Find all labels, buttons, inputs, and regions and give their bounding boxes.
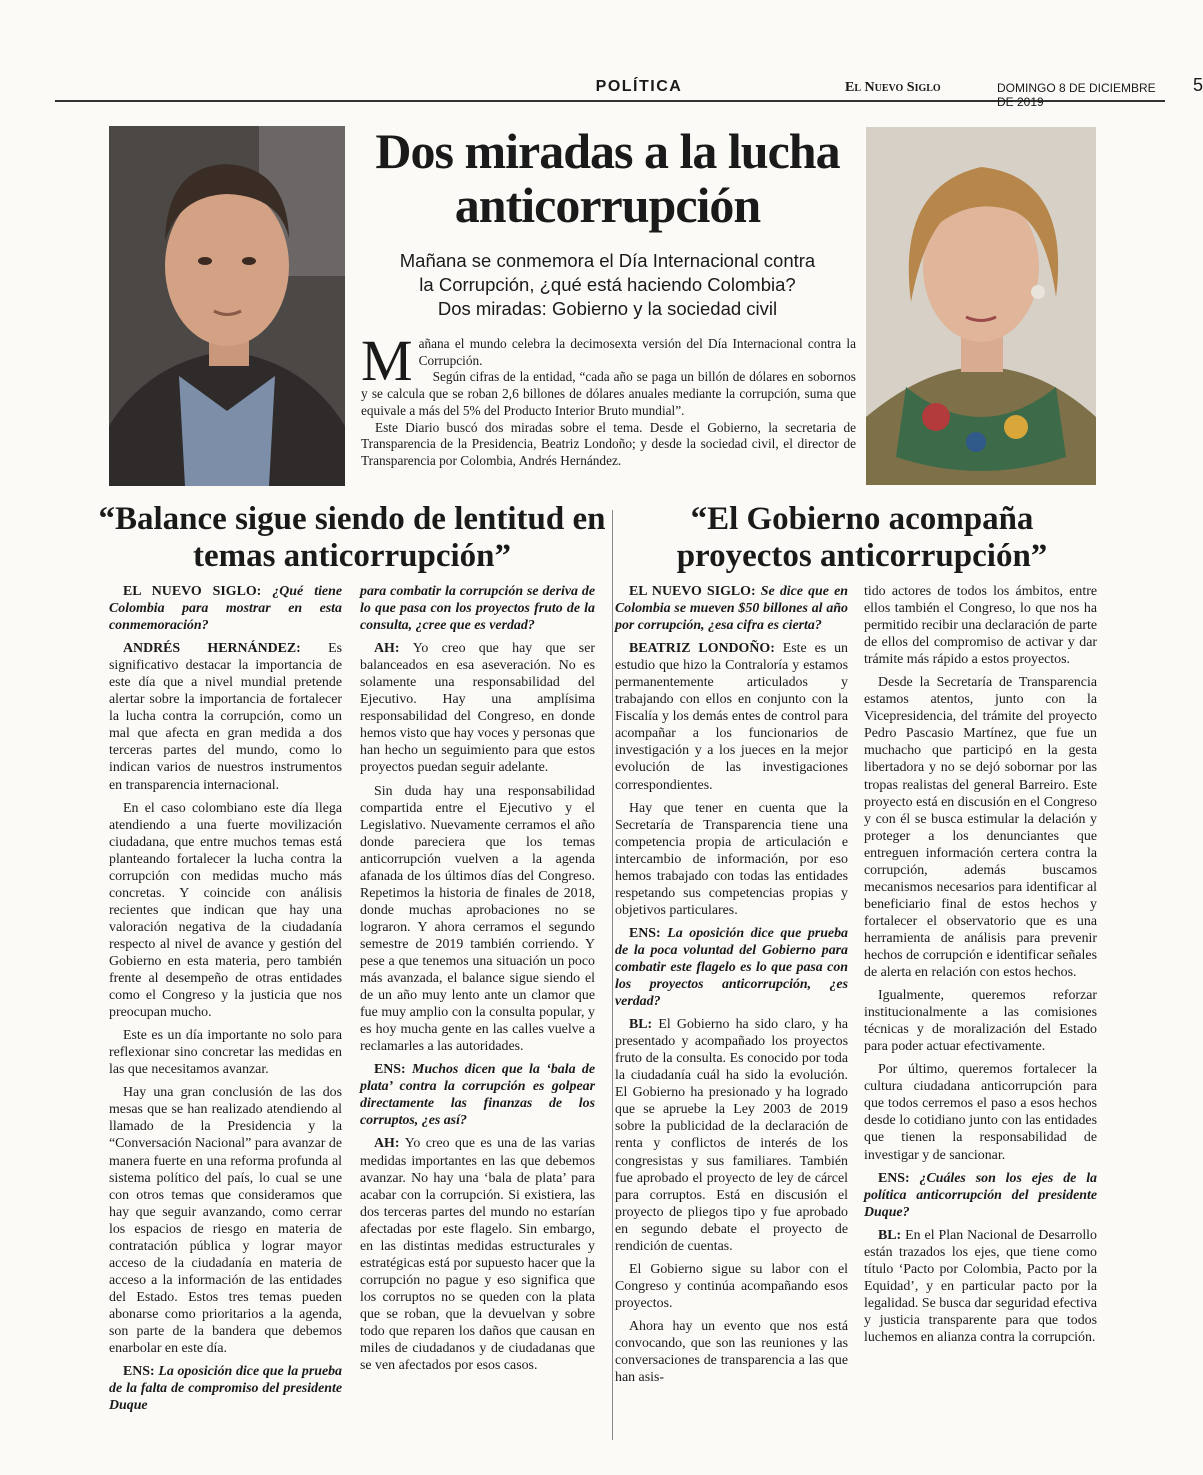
body-paragraph — [109, 1084, 342, 1357]
speaker-label: AH: — [374, 641, 413, 657]
deck-line: la Corrupción, ¿qué está haciendo Colombia? — [419, 274, 796, 295]
speaker-label: EL NUEVO SIGLO: — [123, 584, 273, 599]
interview-question — [864, 1170, 1097, 1221]
paragraph-text: Por último, queremos fortalecer la cultura ciudadana anticorrupción para que todos cerremos el paso a esos hechos desde lo cotidiano junto con las entidades que tienen la responsabilidad de investigar y de sancionar. — [864, 1062, 1097, 1163]
interview-question — [615, 925, 848, 1010]
intro-paragraph: Según cifras de la entidad, “cada año se paga un billón de dólares en sobornos y se calcula que se roban 2,6 billones de dólares anuales mediante la corrupción, suma que equivale a más del 5% del Producto Interior Bruto mundial”. — [361, 369, 856, 418]
deck-line: Dos miradas: Gobierno y la sociedad civil — [437, 298, 778, 319]
body-paragraph — [864, 674, 1097, 981]
article-column-3 — [615, 583, 848, 1392]
paragraph-text: Este es un estudio que hizo la Contraloría y estamos permanentemente articulados y trabajando con ellos en conjunto con la Fiscalía y los demás entes de control para acompañar a los funcionarios de investigación y a los jueces en la mejor evolución de las investigaciones correspondientes. — [615, 641, 849, 793]
question-text: ¿Qué tiene Colombia para mostrar en esta conmemoración? — [109, 584, 342, 634]
body-paragraph — [615, 1318, 848, 1386]
body-paragraph — [360, 783, 595, 1056]
page-number: 5 — [1193, 75, 1203, 95]
section-label: POLÍTICA — [595, 78, 683, 95]
speaker-label: BL: — [878, 1227, 906, 1243]
publication-date: DOMINGO 8 DE DICIEMBRE DE 2019 — [997, 81, 1156, 109]
question-text: Muchos dicen que la ‘bala de plata’ contra la corrupción es golpear directamente las finanzas de los corruptos, ¿es así? — [360, 1062, 595, 1129]
paragraph-text: Es significativo destacar la importancia de este día que a nivel mundial pretende alertar sobre la importancia de fortalecer la lucha contra la corrupción, como un mal que afecta en gran medida a dos terceras partes del mundo, como lo indican varios de nuestros instrumentos en transparencia internacional. — [109, 641, 342, 793]
paragraph-text: Este es un día importante no solo para reflexionar sino concretar las medidas en las que necesitamos avanzar. — [109, 1028, 342, 1078]
interview-question — [109, 583, 342, 634]
body-paragraph — [615, 800, 848, 919]
paragraph-text: Desde la Secretaría de Transparencia estamos atentos, junto con la Vicepresidencia, del trámite del proyecto Pedro Pascasio Martínez, que fue un muchacho que participó en la gesta libertadora y no se dejó sobornar por las tropas realistas del general Barreiro. Este proyecto está en discusión en el Congreso y con él se busca estimular la delación y proteger a los denunciantes que entreguen información certera contra la corrupción, además buscamos mecanismos necesarios para identificar al beneficiario final de estos hechos y fortalecer el observatorio que es una herramienta de análisis para prevenir hechos de corrupción e identificar señales de alerta en relación con estos hechos. — [864, 675, 1097, 981]
interview-answer — [864, 1227, 1097, 1346]
paragraph-text: Yo creo que hay que ser balanceados en esa aseveración. No es solamente una responsabilidad del Ejecutivo. Hay una amplísima responsabilidad del Congreso, en donde hemos visto que hay voces y personas que han hecho un seguimiento para que estos proyectos puedan seguir adelante. — [360, 641, 596, 776]
speaker-label: BEATRIZ LONDOÑO: — [629, 641, 783, 657]
paragraph-text: tido actores de todos los ámbitos, entre ellos también el Congreso, lo que nos ha permitido recibir una declaración de parte de ellos del compromiso de activar y dar trámite más rápido a estos proyectos. — [864, 584, 1097, 668]
question-text: La oposición dice que la prueba de la falta de compromiso del presidente Duque — [109, 1364, 343, 1414]
speaker-label: EL NUEVO SIGLO: — [629, 584, 761, 599]
body-paragraph — [864, 583, 1097, 668]
drop-cap: M — [361, 328, 413, 393]
paragraph-text: Yo creo que es una de las varias medidas importantes en las que debemos avanzar. No hay una ‘bala de plata’ para acabar con la corrupción. Si existiera, las dos terceras partes del mundo no estarían afectadas por este flagelo. Sin embargo, en las distintas medidas estructurales y estratégicas está por supuesto hacer que la corrupción no pague y eso significa que los corruptos no se queden con la plata que se roban, que la devuelvan y sobre todo que reparen los daños que causan en miles de ciudadanos y de ciudadanas que se ven afectados por esos casos. — [360, 1136, 595, 1374]
paragraph-text: En el Plan Nacional de Desarrollo están trazados los ejes, que tiene como título ‘Pacto por Colombia, Pacto por la Equidad’, y en particular pacto por la legalidad. Se busca dar seguridad efectiva y justicia transparente para que todos luchemos en alianza contra la corrupción. — [864, 1227, 1097, 1345]
paragraph-text: Hay una gran conclusión de las dos mesas que se han realizado atendiendo al llamado de la Presidencia y la “Conversación Nacional” para avanzar de manera fuerte en una reforma profunda al sistema político del país, lo cual se une con otros temas que consideramos que hay que seguir avanzando, como cerrar los espacios de riesgo en materia de contratación pública y lograr mayor acceso de la ciudadanía en materia de acceso a la información de las entidades del Estado. Estos tres temas pueden abonarse como prioritarios a la agenda, son parte de la bandera que debemos enarbolar en este día. — [109, 1085, 342, 1357]
right-article-title: “El Gobierno acompaña proyectos anticorrupción” — [676, 501, 1048, 574]
interview-answer — [360, 1135, 595, 1374]
question-text: La oposición dice que prueba de la poca voluntad del Gobierno para combatir este flagelo es lo que pasa con los proyectos anticorrupción, ¿es verdad? — [615, 925, 848, 1010]
page-header — [55, 75, 1203, 109]
speaker-label: ENS: — [878, 1170, 920, 1186]
interview-question — [360, 1061, 595, 1129]
intro-text — [361, 328, 856, 470]
paragraph-text: Hay que tener en cuenta que la Secretaría de Transparencia tiene una competencia propia de articulación e intercambio de información, por eso hemos trabajado con todas las entidades respetando sus competencias propias y objetivos particulares. — [615, 800, 848, 918]
body-paragraph — [109, 1027, 342, 1078]
question-text: ¿Cuáles son los ejes de la política anticorrupción del presidente Duque? — [864, 1170, 1097, 1220]
photo-beatriz-londono — [866, 127, 1096, 485]
photo-andres-hernandez — [109, 126, 345, 486]
interview-answer — [109, 640, 342, 793]
intro-paragraph: Este Diario buscó dos miradas sobre el tema. Desde el Gobierno, la secretaria de Transparencia de la Presidencia, Beatriz Londoño; y desde la sociedad civil, el director de Transparencia por Colombia, Andrés Hernández. — [361, 419, 856, 468]
deck-line: Mañana se conmemora el Día Internacional contra — [399, 250, 816, 271]
interview-question — [109, 1363, 342, 1414]
body-paragraph — [864, 987, 1097, 1055]
left-article-title: “Balance sigue siendo de lentitud en temas anticorrupción” — [98, 501, 606, 574]
paragraph-text: En el caso colombiano este día llega atendiendo a una fuerte movilización ciudadana, que entre muchos temas está planteando fortalecer la lucha contra la corrupción con medidas mucho más concretas. Y coincide con análisis recientes que indican que hay una valoración negativa de la ciudadanía respecto al nivel de avance y gestión del Gobierno en esta materia, pero también frente al desempeño de otras entidades como el Congreso y la justicia que nos preocupan mucho. — [109, 800, 342, 1021]
speaker-label: ENS: — [374, 1062, 412, 1078]
speaker-label: ENS: — [123, 1364, 159, 1380]
body-paragraph — [864, 1061, 1097, 1163]
paragraph-text: Sin duda hay una responsabilidad compartida entre el Ejecutivo y el Legislativo. Nuevamente cerramos el año donde pareciera que los temas anticorrupción vuelven a la agenda afanada de los últimos días del Congreso. Repetimos la historia de finales de 2018, donde muchas aprobaciones no se lograron. Y ahora cerramos el segundo semestre de 2019 también corriendo. Y pese a que tenemos una situación un poco más avanzada, el balance sigue siendo el de un año muy lento ante un clamor que fue muy amplio con la consulta popular, y es hoy mucha gente en las calles vuelve a reclamarles a las autoridades. — [360, 783, 595, 1055]
paragraph-text: Igualmente, queremos reforzar institucionalmente a las comisiones técnicas y de moralización del Estado para poder actuar efectivamente. — [864, 988, 1097, 1055]
interview-answer — [360, 640, 595, 776]
article-column-1 — [109, 583, 342, 1420]
body-paragraph — [615, 1261, 848, 1312]
question-text: para combatir la corrupción se deriva de lo que pasa con los proyectos fruto de la consulta, ¿cree que es verdad? — [360, 584, 595, 634]
column-divider — [612, 510, 613, 1440]
paragraph-text: Ahora hay un evento que nos está convocando, que son las reuniones y las conversaciones de transparencia a las que han asis- — [615, 1318, 848, 1386]
speaker-label: ENS: — [629, 925, 668, 941]
newspaper-name: El Nuevo Siglo — [845, 80, 941, 95]
headline-deck — [360, 249, 855, 321]
question-text: Se dice que en Colombia se mueven $50 billones al año por corrupción, ¿esa cifra es cierta? — [615, 584, 848, 634]
speaker-label: ANDRÉS HERNÁNDEZ: — [123, 641, 329, 657]
interview-answer — [615, 1016, 848, 1255]
paragraph-text: El Gobierno sigue su labor con el Congreso y continúa acompañando esos proyectos. — [615, 1261, 848, 1311]
body-paragraph — [109, 800, 342, 1022]
main-headline: Dos miradas a la lucha anticorrupción — [375, 123, 840, 233]
interview-answer — [615, 640, 848, 793]
speaker-label: AH: — [374, 1136, 405, 1152]
paragraph-text: El Gobierno ha sido claro, y ha presentado y acompañado los proyectos fruto de la consulta. Es conocido por toda la ciudadanía cuál ha sido la evolución. El Gobierno ha presionado y ha logrado que se apruebe la Ley 2003 de 2019 sobre la publicidad de la declaración de renta y conflictos de interés de los congresistas y sus familiares. También fue aprobado el proyecto de ley de cárcel para corruptos. Está en discusión el proyecto de pliegos tipo y fue aprobado en segundo debate el proyecto de rendición de cuentas. — [615, 1017, 848, 1254]
article-column-4 — [864, 583, 1097, 1352]
intro-paragraph: añana el mundo celebra la decimosexta versión del Día Internacional contra la Corrupción. — [418, 336, 856, 368]
interview-question — [360, 583, 595, 634]
interview-question — [615, 583, 848, 634]
article-column-2 — [360, 583, 595, 1380]
speaker-label: BL: — [629, 1017, 659, 1033]
